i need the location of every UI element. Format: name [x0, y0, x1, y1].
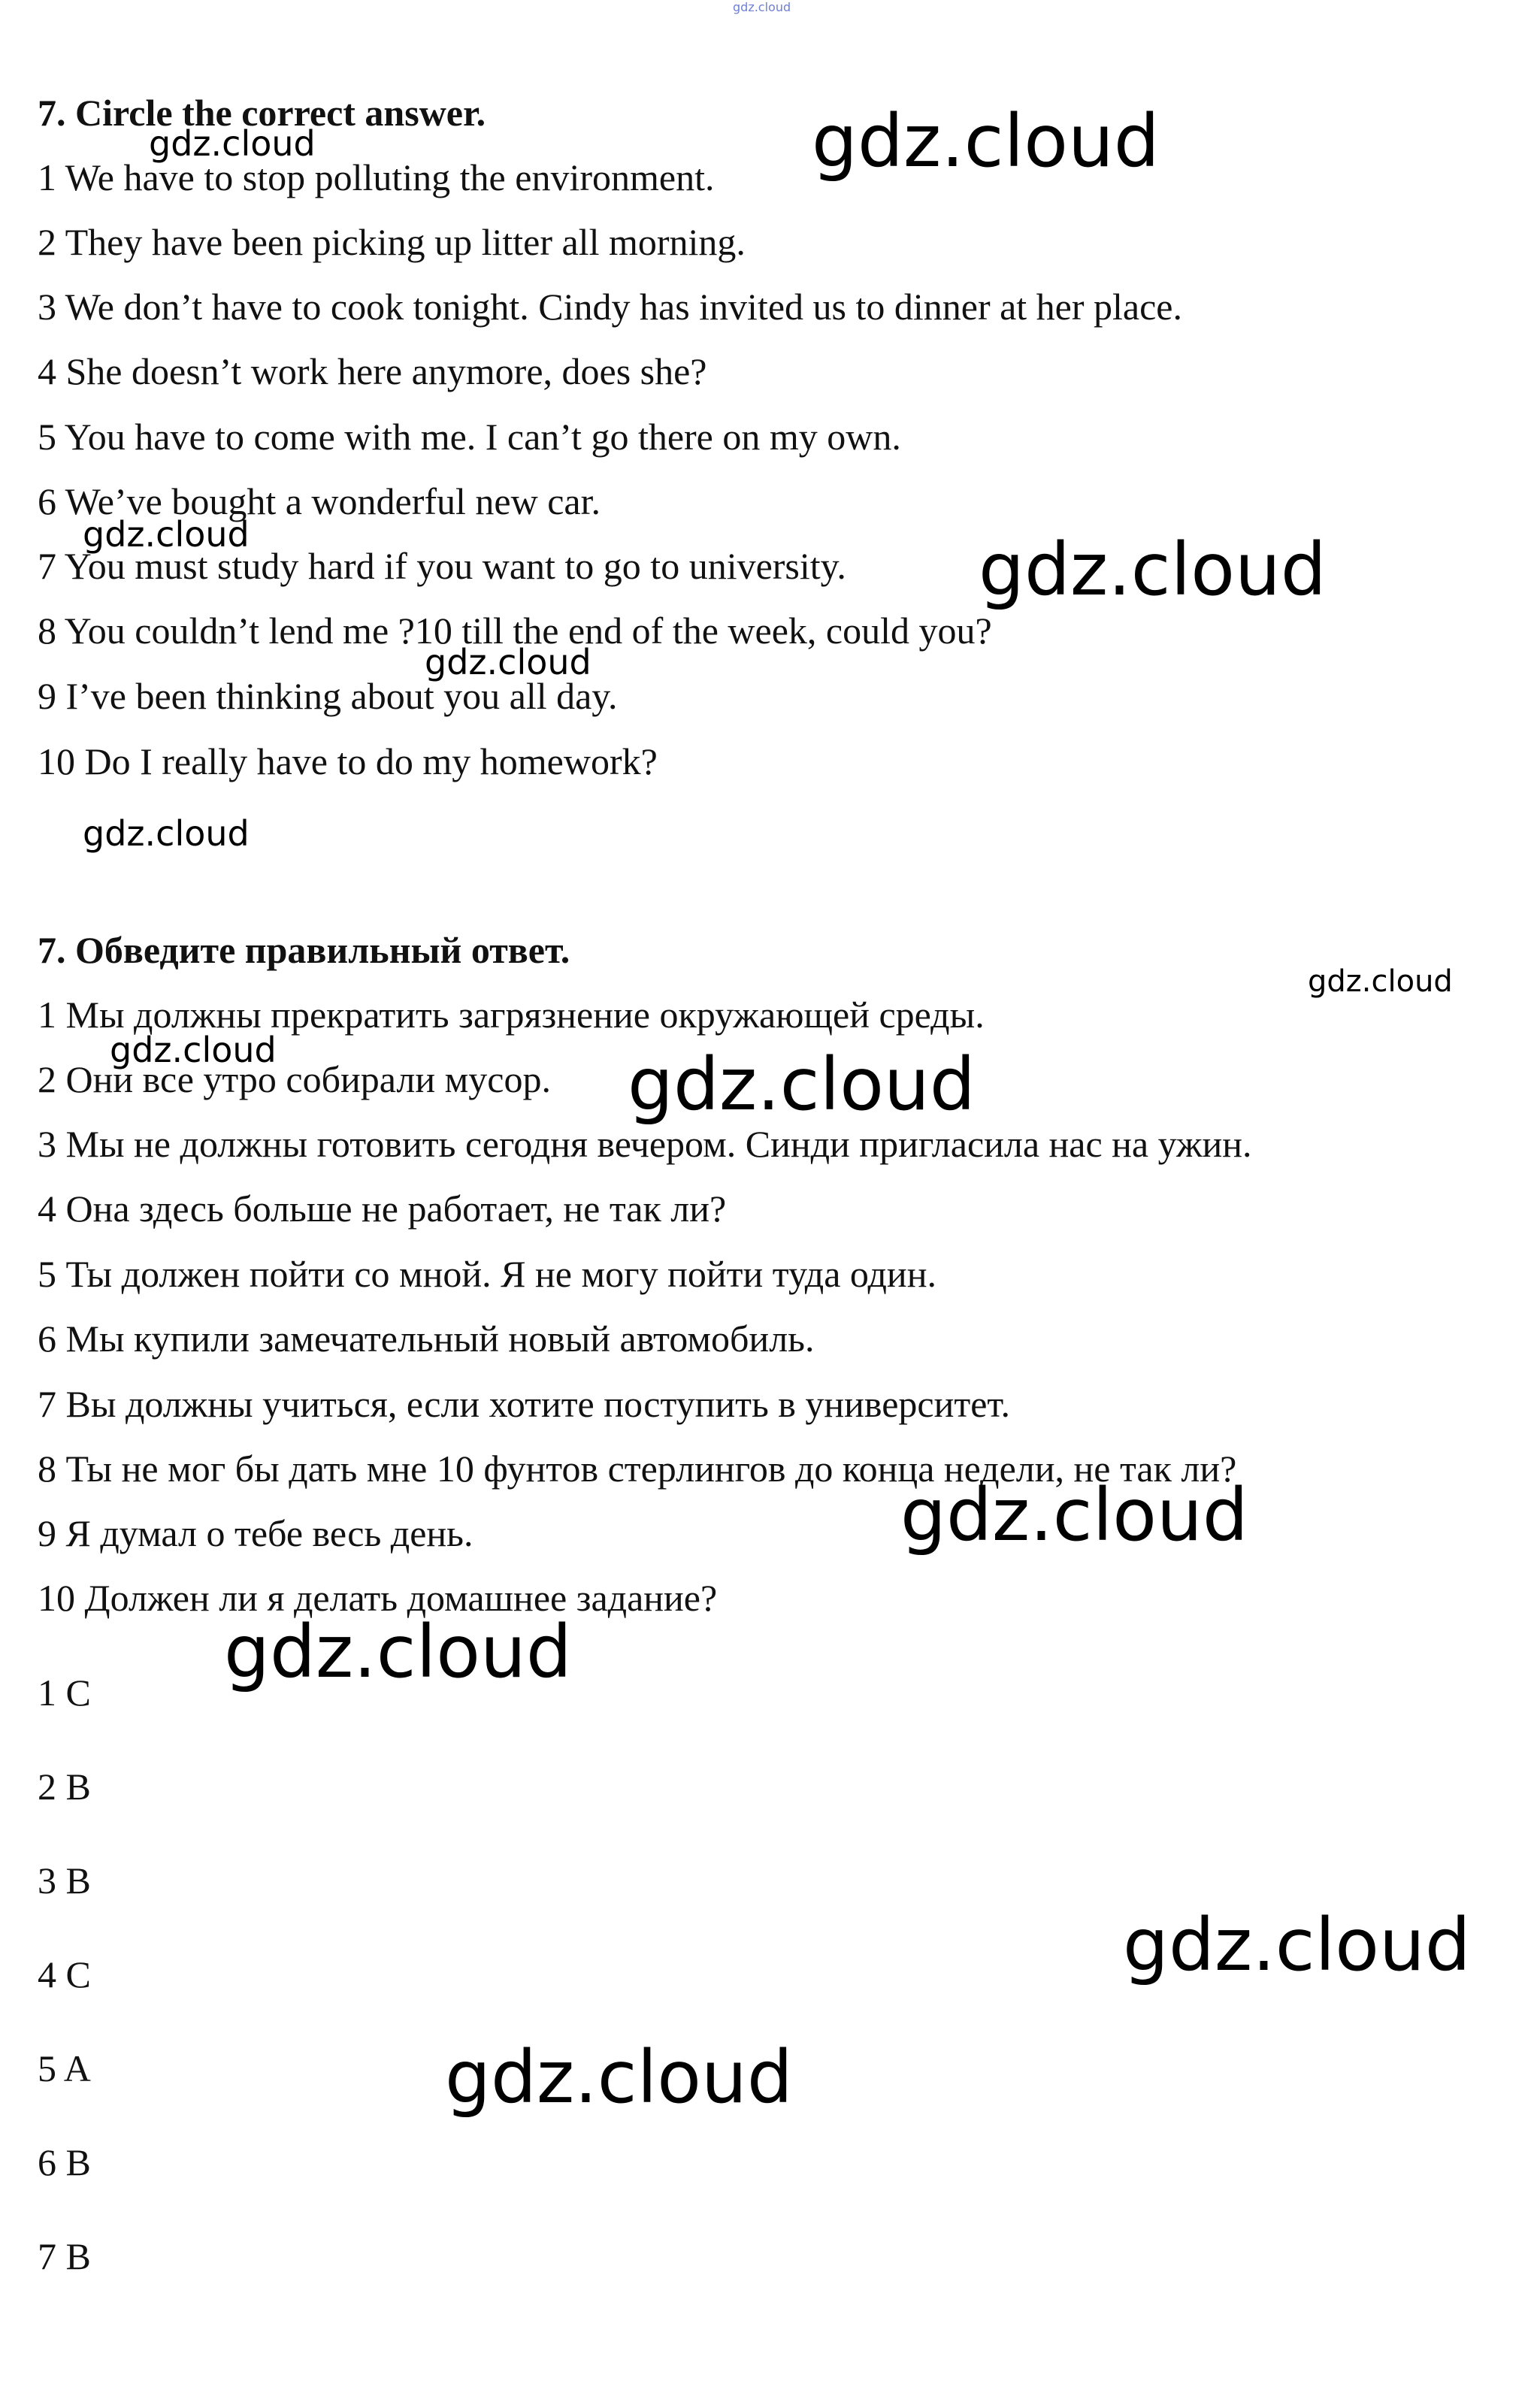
header-watermark: gdz.cloud — [733, 0, 791, 14]
answer-item: 4 C — [38, 1953, 91, 1995]
watermark: gdz.cloud — [1123, 1903, 1471, 1987]
watermark: gdz.cloud — [900, 1473, 1248, 1557]
russian-sentence: 7 Вы должны учиться, если хотите поступить в университет. — [38, 1383, 1011, 1425]
english-sentence: 10 Do I really have to do my homework? — [38, 740, 658, 782]
english-sentence: 6 We’ve bought a wonderful new car. — [38, 480, 601, 522]
answer-item: 1 C — [38, 1672, 91, 1714]
watermark: gdz.cloud — [149, 123, 316, 164]
english-sentence: 1 We have to stop polluting the environment. — [38, 156, 715, 198]
english-sentence: 8 You couldn’t lend me ?10 till the end of the week, could you? — [38, 610, 992, 652]
watermark: gdz.cloud — [445, 2035, 793, 2119]
russian-sentence: 9 Я думал о тебе весь день. — [38, 1512, 473, 1554]
english-sentence: 3 We don’t have to cook tonight. Cindy has invited us to dinner at her place. — [38, 286, 1182, 328]
answer-item: 7 B — [38, 2235, 91, 2277]
russian-sentence: 1 Мы должны прекратить загрязнение окружающей среды. — [38, 994, 985, 1036]
watermark: gdz.cloud — [83, 813, 250, 854]
russian-sentence: 5 Ты должен пойти со мной. Я не могу пойти туда один. — [38, 1253, 936, 1295]
english-heading: 7. Circle the correct answer. — [38, 92, 486, 134]
answer-item: 6 B — [38, 2141, 91, 2183]
english-sentence: 5 You have to come with me. I can’t go there on my own. — [38, 416, 901, 458]
english-sentence: 9 I’ve been thinking about you all day. — [38, 675, 618, 717]
russian-sentence: 8 Ты не мог бы дать мне 10 фунтов стерлингов до конца недели, не так ли? — [38, 1448, 1237, 1490]
russian-sentence: 2 Они все утро собирали мусор. — [38, 1058, 551, 1100]
english-sentence: 4 She doesn’t work here anymore, does she? — [38, 350, 707, 392]
watermark: gdz.cloud — [979, 528, 1327, 612]
watermark: gdz.cloud — [110, 1030, 277, 1070]
answer-item: 3 B — [38, 1859, 91, 1901]
english-sentence: 2 They have been picking up litter all morning. — [38, 221, 746, 263]
english-sentence: 7 You must study hard if you want to go to university. — [38, 545, 846, 587]
russian-sentence: 3 Мы не должны готовить сегодня вечером. Синди пригласила нас на ужин. — [38, 1123, 1252, 1165]
russian-sentence: 6 Мы купили замечательный новый автомобиль. — [38, 1318, 815, 1360]
answer-item: 5 A — [38, 2047, 91, 2089]
russian-heading: 7. Обведите правильный ответ. — [38, 929, 570, 971]
answer-item: 2 B — [38, 1765, 91, 1808]
watermark: gdz.cloud — [224, 1610, 572, 1694]
russian-sentence: 10 Должен ли я делать домашнее задание? — [38, 1577, 718, 1619]
russian-sentence: 4 Она здесь больше не работает, не так ли? — [38, 1187, 727, 1230]
watermark: gdz.cloud — [83, 514, 250, 555]
watermark: gdz.cloud — [425, 642, 591, 682]
watermark: gdz.cloud — [1308, 964, 1453, 999]
watermark: gdz.cloud — [812, 99, 1160, 183]
watermark: gdz.cloud — [628, 1042, 976, 1127]
